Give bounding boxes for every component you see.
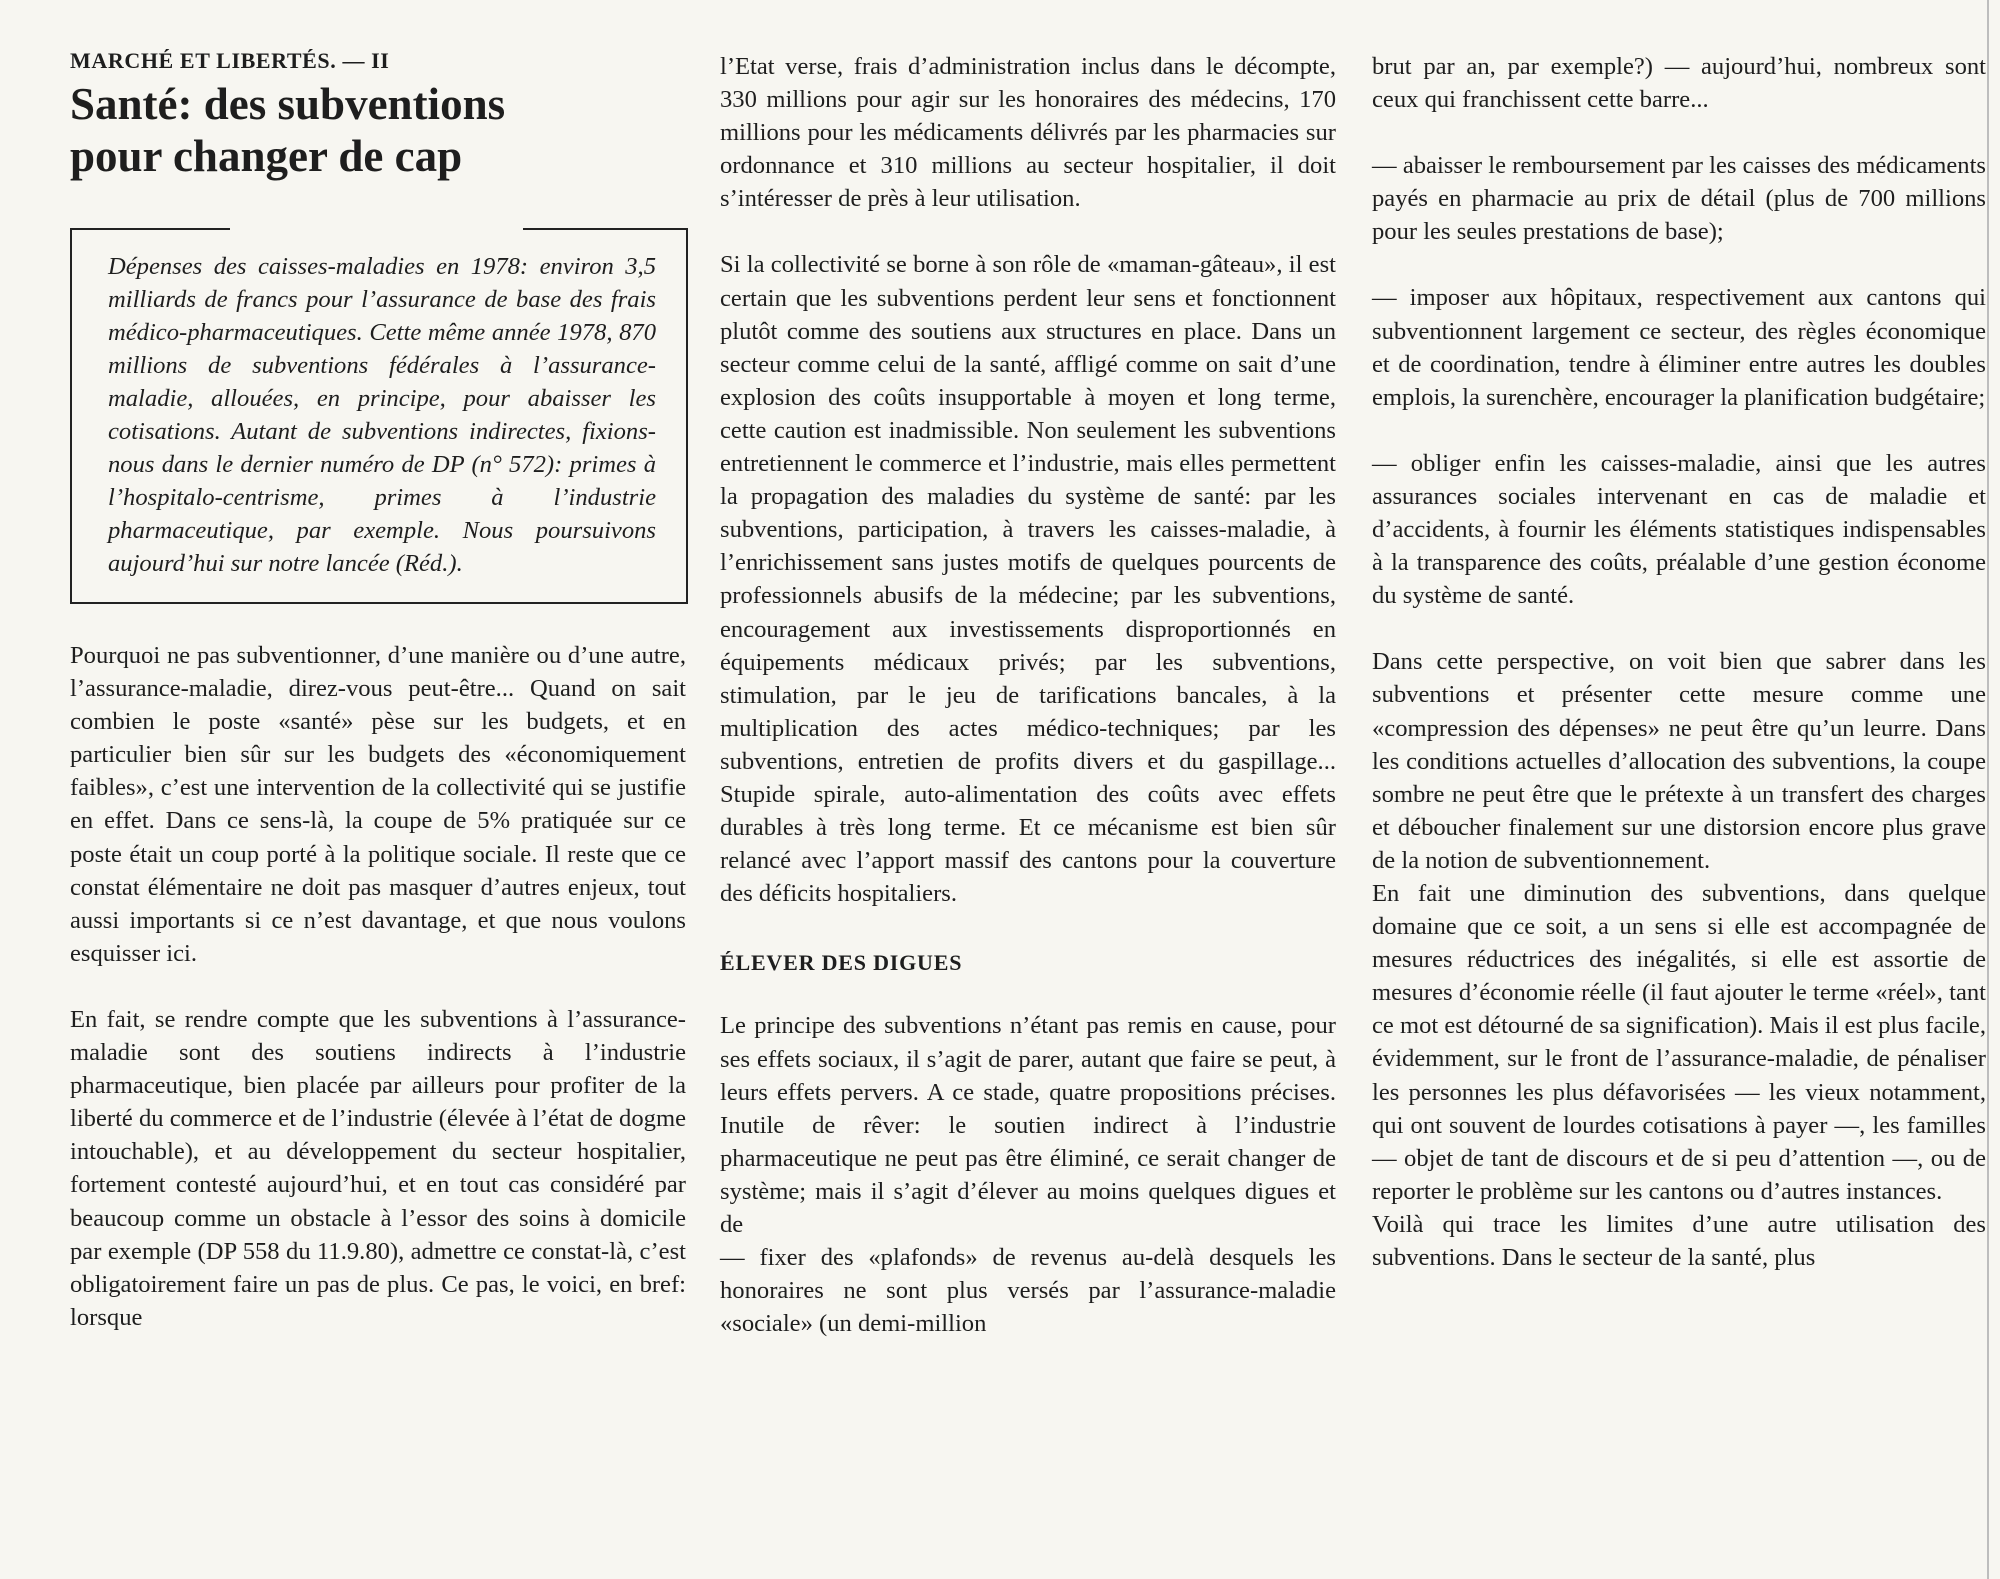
paragraph: Voilà qui trace les limites d’une autre utilisation des subventions. Dans le secteur de la santé, plus [1372, 1210, 1986, 1271]
page-edge [1987, 0, 1989, 1579]
intro-box [70, 228, 688, 604]
article-kicker: MARCHÉ ET LIBERTÉS. — II [70, 48, 390, 73]
list-item: — obliger enfin les caisses-maladie, ainsi que les autres assurances sociales intervenant en cas de maladie et d’accidents, à fournir les éléments statistiques indispensables à la transparence des coûts, préalable d’une gestion économe du système de santé. [1372, 449, 1986, 610]
paragraph: l’Etat verse, frais d’administration inclus dans le décompte, 330 millions pour agir sur les honoraires des médecins, 170 millions pour les médicaments délivrés par les pharmacies sur ordonnance et 310 millions au secteur hospitalier, il doit s’intéresser de près à leur utilisation. [720, 53, 1336, 213]
list-item: — imposer aux hôpitaux, respectivement aux cantons qui subventionnent largement ce secteur, des règles économique et de coordination, tendre à éliminer entre autres les doubles emplois, la surenchère, encourager la planification budgétaire; [1372, 284, 1986, 411]
headline-line-1: Santé: des subventions [70, 79, 506, 129]
headline-line-2: pour changer de cap [70, 131, 463, 181]
section-subheading: ÉLEVER DES DIGUES [720, 950, 963, 976]
paragraph: En fait une diminution des subventions, dans quelque domaine que ce soit, a un sens si elle est accompagnée de mesures réductrices des inégalités, si elle est assortie de mesures d’économie réelle (il faut ajouter le terme «réel», tant ce mot est détourné de sa signification). Mais il est plus facile, évidemment, sur le front de l’assurance-maladie, de pénaliser les personnes les plus défavorisées — les vieux notamment, qui ont souvent de lourdes cotisations à payer —, les familles — objet de tant de discours et de si peu d’attention —, ou de reporter le problème sur les cantons ou d’autres instances. [1372, 879, 1986, 1205]
paragraph: Le principe des subventions n’étant pas remis en cause, pour ses effets sociaux, il s’agit de parer, autant que faire se peut, à leurs effets pervers. A ce stade, quatre propositions précises. Inutile de rêver: le soutien indirect à l’industrie pharmaceutique ne peut pas être éliminé, ce serait changer de système; mais il s’agit d’élever au moins quelques digues et de [720, 1012, 1336, 1238]
article-headline [70, 78, 686, 182]
list-item: — abaisser le remboursement par les caisses des médicaments payés en pharmacie au prix de détail (plus de 700 millions pour les seules prestations de base); [1372, 152, 1986, 246]
column-2 [720, 50, 1336, 1340]
paragraph: brut par an, par exemple?) — aujourd’hui, nombreux sont ceux qui franchissent cette barre... [1372, 53, 1986, 114]
box-top-rule-right [523, 228, 688, 230]
paragraph: Si la collectivité se borne à son rôle de «maman-gâteau», il est certain que les subventions perdent leur sens et fonctionnent plutôt comme des soutiens aux structures en place. Dans un secteur comme celui de la santé, affligé comme on sait d’une explosion des coûts insupportable à moyen et long terme, cette caution est inadmissible. Non seulement les subventions entretiennent le commerce et l’industrie, mais elles permettent la propagation des maladies du système de santé: par les subventions, participation, à travers les caisses-maladie, à l’enrichissement sans justes motifs de quelques pourcents de professionnels abusifs de la médecine; par les subventions, encouragement aux investissements disproportionnés en équipements médicaux privés; par les subventions, stimulation, par le jeu de tarifications bancales, à la multiplication des actes médico-techniques; par les subventions, entretien de profits divers et du gaspillage... Stupide spirale, auto-alimentation des coûts avec effets durables à très long terme. Et ce mécanisme est bien sûr relancé avec l’apport massif des cantons pour la couverture des déficits hospitaliers. [720, 251, 1336, 908]
column-1 [70, 46, 686, 1334]
list-item: — fixer des «plafonds» de revenus au-delà desquels les honoraires ne sont plus versés par l’assurance-maladie «sociale» (un demi-million [720, 1244, 1336, 1338]
box-top-rule-left [70, 228, 230, 230]
intro-text: Dépenses des caisses-maladies en 1978: environ 3,5 milliards de francs pour l’assurance de base des frais médico-pharmaceutiques. Cette même année 1978, 870 millions de subventions fédérales à l’assurance-maladie, allouées, en principe, pour abaisser les cotisations. Autant de subventions indirectes, fixions-nous dans le dernier numéro de DP (n° 572): primes à l’hospitalo-centrisme, primes à l’industrie pharmaceutique, par exemple. Nous poursuivons aujourd’hui sur notre lancée (Réd.). [108, 253, 656, 577]
paragraph: Dans cette perspective, on voit bien que sabrer dans les subventions et présenter cette mesure comme une «compression des dépenses» ne peut être qu’un leurre. Dans les conditions actuelles d’allocation des subventions, la coupe sombre ne peut être que le prétexte à un transfert des charges et déboucher finalement sur une distorsion encore plus grave de la notion de subventionnement. [1372, 648, 1986, 874]
paragraph: En fait, se rendre compte que les subventions à l’assurance-maladie sont des soutiens indirects à l’industrie pharmaceutique, bien placée par ailleurs pour profiter de la liberté du commerce et de l’industrie (élevée à l’état de dogme intouchable), et au développement du secteur hospitalier, fortement contesté aujourd’hui, et en tout cas considéré par beaucoup comme un obstacle à l’essor des soins à domicile par exemple (DP 558 du 11.9.80), admettre ce constat-là, c’est obligatoirement faire un pas de plus. Ce pas, le voici, en bref: lorsque [70, 1005, 686, 1331]
column-3 [1372, 50, 1986, 1274]
paragraph: Pourquoi ne pas subventionner, d’une manière ou d’une autre, l’assurance-maladie, direz-vous peut-être... Quand on sait combien le poste «santé» pèse sur les budgets, et en particulier bien sûr sur les budgets des «économiquement faibles», c’est une intervention de la collectivité qui se justifie en effet. Dans ce sens-là, la coupe de 5% pratiquée sur ce poste était un coup porté à la politique sociale. Il reste que ce constat élémentaire ne doit pas masquer d’autres enjeux, tout aussi importants si ce n’est davantage, et que nous voulons esquisser ici. [70, 642, 686, 967]
